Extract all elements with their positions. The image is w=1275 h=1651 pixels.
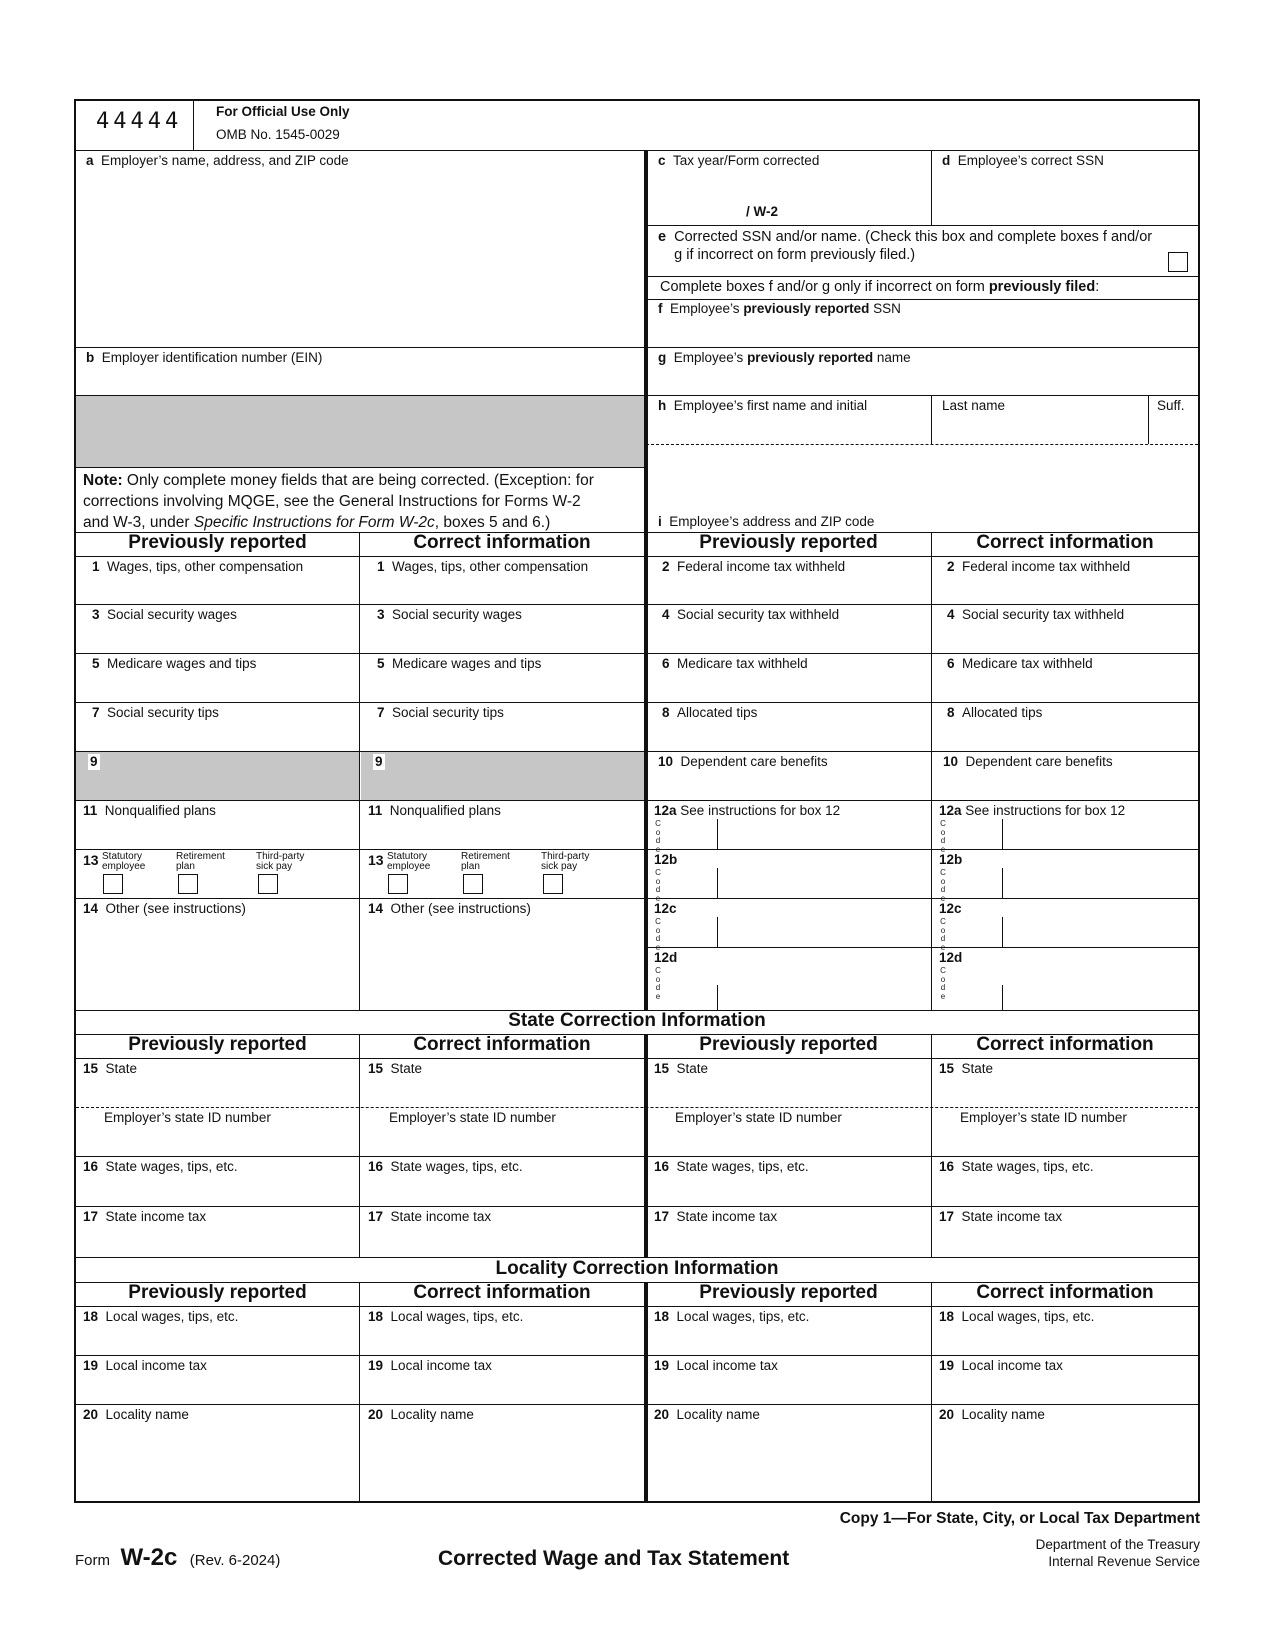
state-id-col1[interactable]: Employer’s state ID number [104,1110,271,1125]
col-header-prev-1: Previously reported [128,532,307,553]
box-13-prev-statutory: Statutory employee [102,851,146,872]
box-a-label: a Employer’s name, address, and ZIP code [86,153,349,168]
code-label-12d-prev: C o d e [655,966,661,1001]
code-label-12d-correct: C o d e [940,966,946,1001]
box-18-col2[interactable]: 18 Local wages, tips, etc. [368,1309,524,1324]
box-15-col2[interactable]: 15 State [368,1061,423,1076]
box-8-prev[interactable]: 8 Allocated tips [662,705,758,720]
box-12c-correct[interactable]: 12c [939,901,962,916]
box-4-prev[interactable]: 4 Social security tax withheld [662,607,840,622]
box-13-correct-statutory-checkbox[interactable] [388,874,408,894]
box-h-label: h Employee’s first name and initial [658,398,868,413]
box-8-correct[interactable]: 8 Allocated tips [947,705,1043,720]
box-19-col4[interactable]: 19 Local income tax [939,1358,1063,1373]
box-16-col4[interactable]: 16 State wages, tips, etc. [939,1159,1094,1174]
box-12c-prev[interactable]: 12c [654,901,677,916]
state-header-correct-1: Correct information [413,1034,591,1055]
department-name: Department of the Treasury Internal Revenue Service [1035,1537,1200,1569]
box-12b-correct[interactable]: 12b [939,852,963,867]
box-c-value[interactable]: / W-2 [746,204,778,219]
state-id-col3[interactable]: Employer’s state ID number [675,1110,842,1125]
money-fields-note: Note: Only complete money fields that are being corrected. (Exception: for corrections involving MQGE, see the General Instructions for Forms W-2 and W-3, under Specific Instructions for Form W-2c, boxes 5 and 6.) [83,472,594,531]
box-13-correct: 13 [368,852,384,868]
box-7-prev[interactable]: 7 Social security tips [92,705,219,720]
code-label-12b-prev: C o d e [655,868,661,903]
box-1-correct[interactable]: 1 Wages, tips, other compensation [377,559,589,574]
locality-header-prev-1: Previously reported [128,1282,307,1303]
box-10-prev[interactable]: 10 Dependent care benefits [658,754,828,769]
box-15-col4[interactable]: 15 State [939,1061,994,1076]
box-b-label: b Employer identification number (EIN) [86,350,323,365]
box-13-prev-retirement-checkbox[interactable] [178,874,198,894]
code-label-12c-prev: C o d e [655,917,661,952]
state-id-col4[interactable]: Employer’s state ID number [960,1110,1127,1125]
code-label-12a-prev: C o d e [655,819,661,854]
box-13-prev-thirdparty-checkbox[interactable] [258,874,278,894]
box-14-correct[interactable]: 14 Other (see instructions) [368,901,531,916]
box-17-col1[interactable]: 17 State income tax [83,1209,207,1224]
box-20-col2[interactable]: 20 Locality name [368,1407,474,1422]
box-17-col3[interactable]: 17 State income tax [654,1209,778,1224]
box-19-col1[interactable]: 19 Local income tax [83,1358,207,1373]
col-header-prev-2: Previously reported [699,532,878,553]
box-18-col3[interactable]: 18 Local wages, tips, etc. [654,1309,810,1324]
locality-section-title: Locality Correction Information [495,1258,779,1279]
code-label-12c-correct: C o d e [940,917,946,952]
box-13-prev: 13 [83,852,99,868]
box-i-label: i Employee’s address and ZIP code [658,514,875,529]
copy-designation: Copy 1—For State, City, or Local Tax Department [839,1510,1200,1527]
box-f-label: f Employee’s previously reported SSN [658,301,901,316]
box-6-prev[interactable]: 6 Medicare tax withheld [662,656,808,671]
box-13-correct-thirdparty: Third-party sick pay [541,851,590,872]
box-14-prev[interactable]: 14 Other (see instructions) [83,901,246,916]
box-3-prev[interactable]: 3 Social security wages [92,607,237,622]
box-17-col2[interactable]: 17 State income tax [368,1209,492,1224]
box-13-prev-retirement: Retirement plan [176,851,225,872]
box-12d-correct[interactable]: 12d [939,950,963,965]
form-title: Corrected Wage and Tax Statement [438,1547,790,1570]
locality-header-prev-2: Previously reported [699,1282,878,1303]
box-12d-prev[interactable]: 12d [654,950,678,965]
form-identifier: Form W-2c (Rev. 6-2024) [75,1544,281,1571]
box-9-correct-shaded [361,752,644,800]
box-13-correct-retirement: Retirement plan [461,851,510,872]
locality-header-correct-1: Correct information [413,1282,591,1303]
box-11-correct[interactable]: 11 Nonqualified plans [368,803,501,818]
box-12b-prev[interactable]: 12b [654,852,678,867]
state-section-title: State Correction Information [508,1010,766,1031]
box-1-prev[interactable]: 1 Wages, tips, other compensation [92,559,304,574]
official-use-label: For Official Use Only [216,104,350,119]
box-7-correct[interactable]: 7 Social security tips [377,705,504,720]
state-id-col2[interactable]: Employer’s state ID number [389,1110,556,1125]
box-11-prev[interactable]: 11 Nonqualified plans [83,803,216,818]
box-12a-correct[interactable]: 12a See instructions for box 12 [939,803,1126,818]
col-header-correct-2: Correct information [976,532,1154,553]
box-2-correct[interactable]: 2 Federal income tax withheld [947,559,1131,574]
box-15-col3[interactable]: 15 State [654,1061,709,1076]
col-header-correct-1: Correct information [413,532,591,553]
box-13-prev-statutory-checkbox[interactable] [103,874,123,894]
form-w2c [74,99,1200,1503]
box-2-prev[interactable]: 2 Federal income tax withheld [662,559,846,574]
shaded-area [76,396,644,467]
box-3-correct[interactable]: 3 Social security wages [377,607,522,622]
box-a-field[interactable] [80,171,610,336]
box-16-col3[interactable]: 16 State wages, tips, etc. [654,1159,809,1174]
box-g-label: g Employee’s previously reported name [658,350,911,365]
box-20-col3[interactable]: 20 Locality name [654,1407,760,1422]
box-16-col1[interactable]: 16 State wages, tips, etc. [83,1159,238,1174]
box-h-last-name: Last name [942,398,1006,413]
state-header-prev-2: Previously reported [699,1034,878,1055]
box-10-correct[interactable]: 10 Dependent care benefits [943,754,1113,769]
omb-number: OMB No. 1545-0029 [216,127,340,142]
box-9-prev: 9 [90,754,98,769]
box-19-col3[interactable]: 19 Local income tax [654,1358,778,1373]
box-18-col1[interactable]: 18 Local wages, tips, etc. [83,1309,239,1324]
form-id: 44444 [96,109,183,134]
box-20-col4[interactable]: 20 Locality name [939,1407,1045,1422]
box-6-correct[interactable]: 6 Medicare tax withheld [947,656,1093,671]
box-4-correct[interactable]: 4 Social security tax withheld [947,607,1125,622]
box-17-col4[interactable]: 17 State income tax [939,1209,1063,1224]
box-9-correct: 9 [375,754,383,769]
box-e-checkbox[interactable] [1168,252,1188,272]
box-h-suffix: Suff. [1157,398,1185,413]
box-e-label: e Corrected SSN and/or name. (Check this box and complete boxes f and/or g if incorrect on form previously filed.) [658,229,1153,263]
box-d-label: d Employee’s correct SSN [942,153,1104,168]
box-15-col1[interactable]: 15 State [83,1061,138,1076]
box-18-col4[interactable]: 18 Local wages, tips, etc. [939,1309,1095,1324]
box-13-correct-retirement-checkbox[interactable] [463,874,483,894]
box-13-prev-thirdparty: Third-party sick pay [256,851,305,872]
box-12a-prev[interactable]: 12a See instructions for box 12 [654,803,841,818]
state-header-correct-2: Correct information [976,1034,1154,1055]
locality-header-correct-2: Correct information [976,1282,1154,1303]
box-5-prev[interactable]: 5 Medicare wages and tips [92,656,257,671]
box-9-prev-shaded [76,752,359,800]
code-label-12a-correct: C o d e [940,819,946,854]
complete-boxes-note: Complete boxes f and/or g only if incorrect on form previously filed: [660,279,1100,295]
box-16-col2[interactable]: 16 State wages, tips, etc. [368,1159,523,1174]
box-c-label: c Tax year/Form corrected [658,153,820,168]
state-header-prev-1: Previously reported [128,1034,307,1055]
box-13-correct-statutory: Statutory employee [387,851,431,872]
code-label-12b-correct: C o d e [940,868,946,903]
box-5-correct[interactable]: 5 Medicare wages and tips [377,656,542,671]
box-19-col2[interactable]: 19 Local income tax [368,1358,492,1373]
box-13-correct-thirdparty-checkbox[interactable] [543,874,563,894]
box-20-col1[interactable]: 20 Locality name [83,1407,189,1422]
